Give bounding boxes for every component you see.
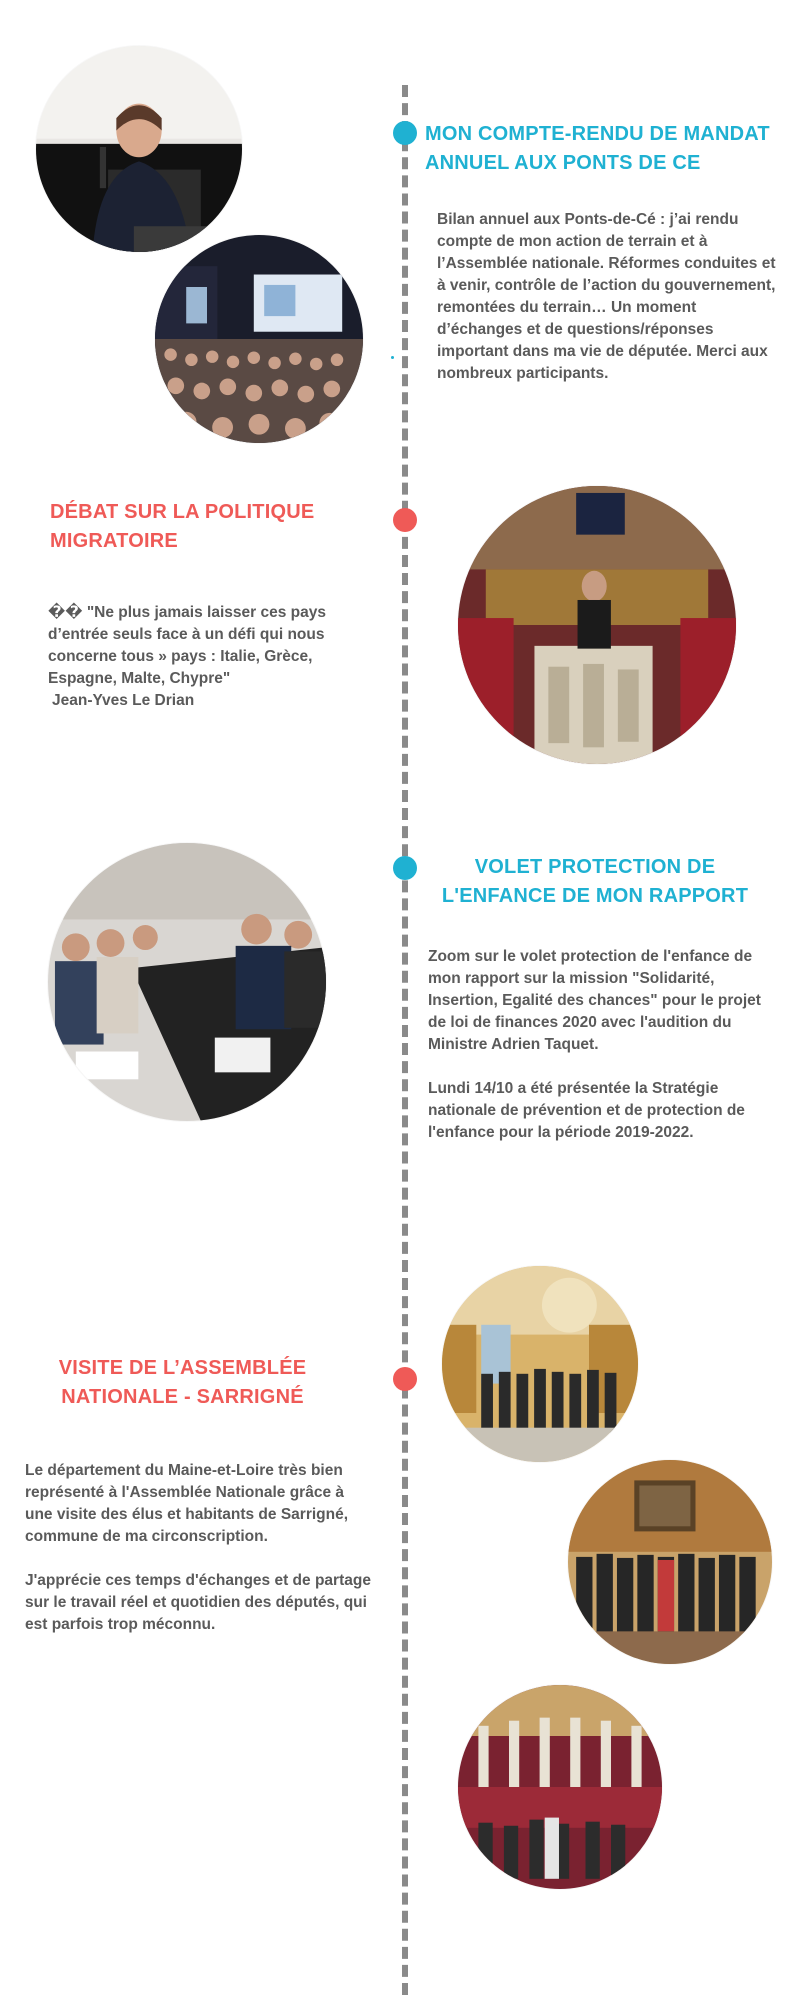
- photo-gallery-visit: [442, 1266, 638, 1462]
- section-4-title-line-1: VISITE DE L’ASSEMBLÉE: [58, 1357, 307, 1379]
- timeline-dot-3: [393, 856, 417, 880]
- timeline-tick: [391, 356, 394, 359]
- section-2-body: [48, 602, 353, 712]
- timeline-line: [402, 85, 408, 1995]
- timeline-dot-1: [393, 121, 417, 145]
- timeline-dot-4: [393, 1367, 417, 1391]
- photo-hemicycle: [458, 1685, 662, 1889]
- section-3-paragraph-1: Zoom sur le volet protection de l'enfance de mon rapport sur la mission "Solidarité, Insertion, Egalité des chances" pour le projet de loi de finances 2020 avec l'audition du Ministre Adrien Taquet.: [428, 948, 761, 1053]
- section-2-quote: �� "Ne plus jamais laisser ces pays d’entrée seuls face à un défi qui nous concerne tous » pays : Italie, Grèce, Espagne, Malte, Chypre": [48, 604, 326, 687]
- photo-group-portrait: [568, 1460, 772, 1664]
- section-1-title: [425, 120, 795, 178]
- section-3-title-line-2: L'ENFANCE DE MON RAPPORT: [441, 885, 749, 907]
- section-3-title: [425, 853, 765, 911]
- section-4-title-line-2: NATIONALE - SARRIGNÉ: [61, 1386, 304, 1408]
- section-1-body: [437, 209, 777, 385]
- section-4-title: [45, 1354, 320, 1412]
- section-2-title-line-2: MIGRATOIRE: [50, 530, 178, 552]
- section-4-paragraph-1: Le département du Maine-et-Loire très bien représenté à l'Assemblée Nationale grâce à une visite des élus et habitants de Sarrigné, commune de ma circonscription.: [25, 1462, 349, 1545]
- section-3-title-line-1: VOLET PROTECTION DE: [474, 856, 716, 878]
- section-2-title: [50, 498, 370, 556]
- section-1-title-line-2: ANNUEL AUX PONTS DE CE: [425, 152, 701, 174]
- section-2-title-line-1: DÉBAT SUR LA POLITIQUE: [50, 501, 315, 523]
- section-1-title-line-1: MON COMPTE-RENDU DE MANDAT: [425, 123, 770, 145]
- photo-meeting-table: [48, 843, 326, 1121]
- section-1-paragraph: Bilan annuel aux Ponts-de-Cé : j’ai rendu compte de mon action de terrain et à l’Assemblée nationale. Réformes conduites et à venir, contrôle de l’action du gouvernement, remontées du terrain… Un moment d’échanges et de questions/réponses important dans ma vie de députée. Merci aux nombreux participants.: [437, 211, 776, 382]
- photo-speaker: [36, 46, 242, 252]
- timeline-dot-2: [393, 508, 417, 532]
- section-4-paragraph-2: J'apprécie ces temps d'échanges et de partage sur le travail réel et quotidien des députés, qui est parfois trop méconnu.: [25, 1572, 371, 1633]
- photo-audience-hall: [155, 235, 363, 443]
- section-4-body: [25, 1460, 375, 1636]
- section-3-body: [428, 946, 780, 1144]
- section-2-quote-author: Jean-Yves Le Drian: [52, 692, 195, 709]
- photo-assembly-tribune: [458, 486, 736, 764]
- section-3-paragraph-2: Lundi 14/10 a été présentée la Stratégie nationale de prévention et de protection de l'enfance pour la période 2019-2022.: [428, 1080, 745, 1141]
